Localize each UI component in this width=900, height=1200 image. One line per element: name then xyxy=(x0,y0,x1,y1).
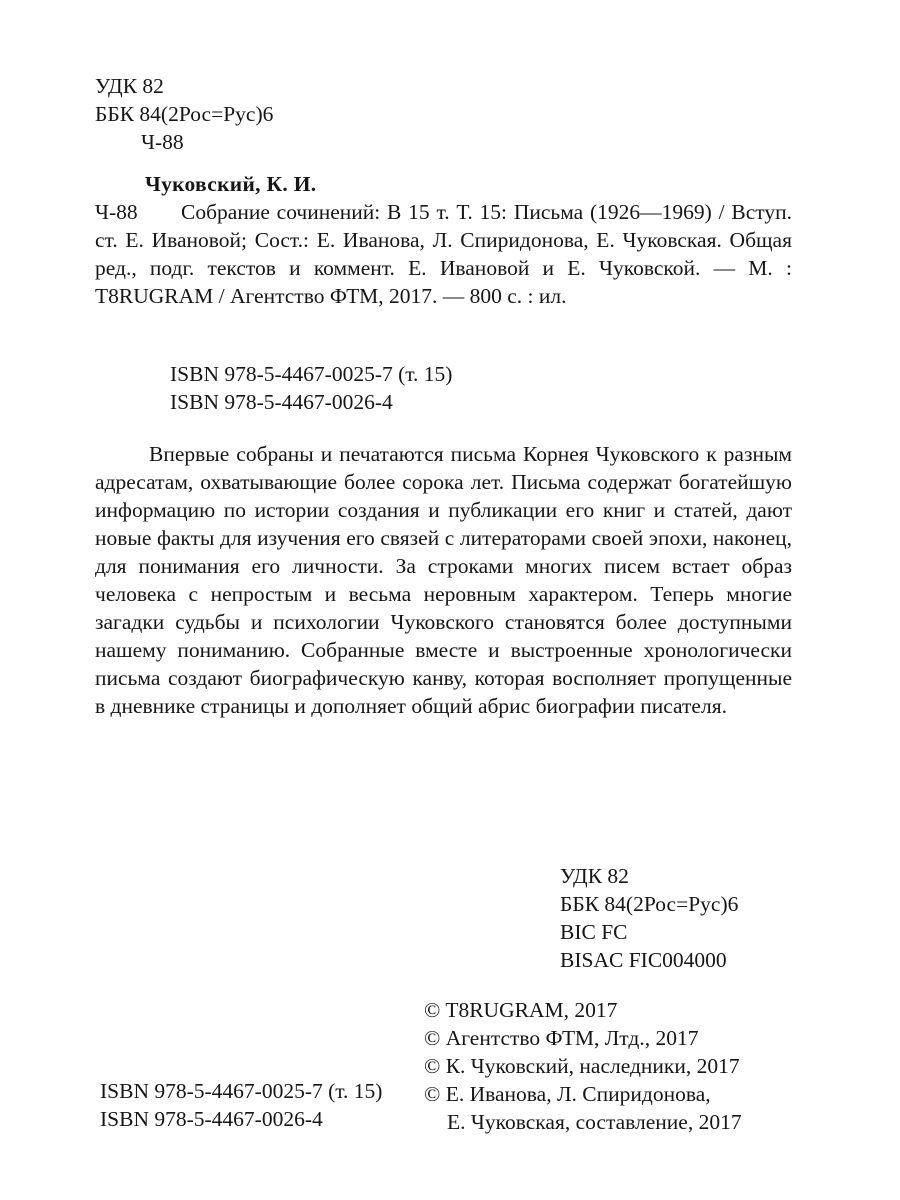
catalog-entry-text: Собрание сочинений: В 15 т. Т. 15: Письма (1926—1969) / Вступ. ст. Е. Ивановой; Сост.: Е. Иванова, Л. Спиридонова, Е. Чуковская. Общая ред., подг. текстов и коммент. Е. Ивановой и Е. Чуковской. — М. : T8RUGRAM / Агентство ФТМ, 2017. — 800 с. : ил. xyxy=(95,200,792,308)
footer-isbn-volume: ISBN 978-5-4467-0025-7 (т. 15) xyxy=(100,1079,383,1103)
classification-udk: УДК 82 xyxy=(560,864,629,888)
udk-code: УДК 82 xyxy=(95,74,164,98)
annotation-paragraph: Впервые собраны и печатаются письма Корнея Чуковского к разным адресатам, охватывающие более сорока лет. Письма содержат богатейшую информацию по истории создания и публикации его книг и статей, дают новые факты для изучения его связей с литераторами своей эпохи, наконец, для понимания его личности. За строками многих писем встает образ человека с непростым и весьма неровным характером. Теперь многие загадки судьбы и психологии Чуковского становятся более доступными нашему пониманию. Собранные вместе и выстроенные хронологически письма создают биографическую канву, которая восполняет пропущенные в дневнике страницы и дополняет общий абрис биографии писателя. xyxy=(95,442,792,718)
copyright-compilers: © Е. Иванова, Л. Спиридонова, xyxy=(424,1082,711,1106)
isbn-edition: ISBN 978-5-4467-0026-4 xyxy=(170,390,393,414)
copyright-publisher: © T8RUGRAM, 2017 xyxy=(424,998,618,1022)
header-classification-block xyxy=(95,72,273,156)
catalog-entry xyxy=(95,198,792,310)
classification-block xyxy=(560,862,738,974)
footer-isbn-edition: ISBN 978-5-4467-0026-4 xyxy=(100,1107,323,1131)
catalog-entry-code: Ч-88 xyxy=(95,200,138,224)
bbk-code: ББК 84(2Рос=Рус)6 xyxy=(95,102,274,126)
copyright-compilers-continued: Е. Чуковская, составление, 2017 xyxy=(447,1110,742,1134)
isbn-block xyxy=(170,360,452,416)
author-sign-code: Ч-88 xyxy=(141,130,184,154)
classification-bbk: ББК 84(2Рос=Рус)6 xyxy=(560,892,739,916)
copyright-agency: © Агентство ФТМ, Лтд., 2017 xyxy=(424,1026,699,1050)
author-heading: Чуковский, К. И. xyxy=(145,172,317,196)
footer-isbn-block xyxy=(100,1077,382,1133)
classification-bic: BIC FC xyxy=(560,920,628,944)
copyright-heirs: © К. Чуковский, наследники, 2017 xyxy=(424,1054,740,1078)
isbn-volume: ISBN 978-5-4467-0025-7 (т. 15) xyxy=(170,362,453,386)
copyright-block xyxy=(424,996,742,1136)
classification-bisac: BISAC FIC004000 xyxy=(560,948,727,972)
